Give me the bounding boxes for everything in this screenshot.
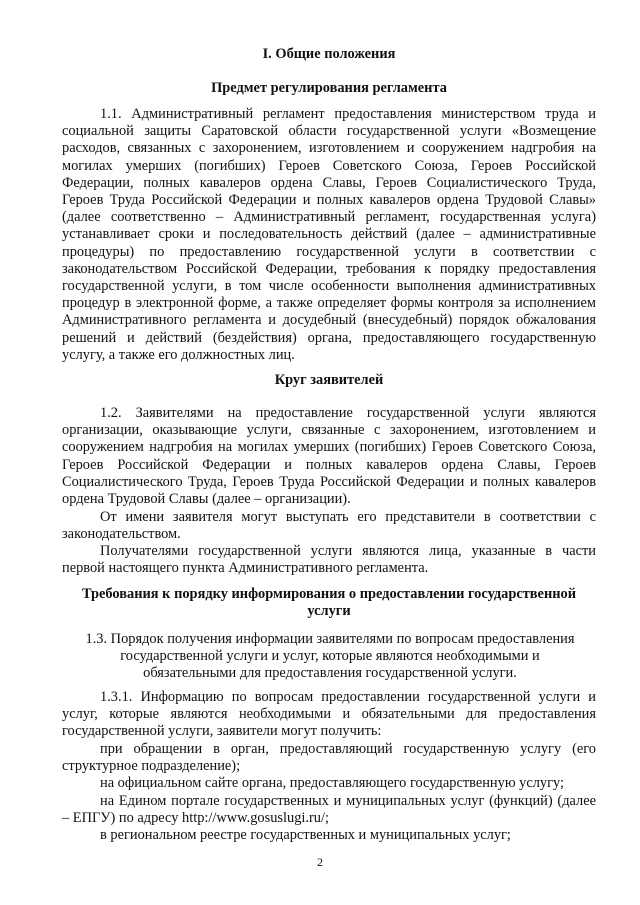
paragraph-1-2: 1.2. Заявителями на предоставление государственной услуги являются организации, оказывающие услуги, связанные с захоронением, изготовлением и сооружением надгробия на могилах умерших (погибших) Героев Советского Союза, Героев Российской Федерации и полных кавалеров ордена Славы, Героев Социалистического Труда, Героев Труда Российской Федерации и полных кавалеров ордена Трудовой Славы (далее – организации). <box>62 405 596 508</box>
informing-heading: Требования к порядку информирования о предоставлении государственной услуги <box>81 586 577 620</box>
list-item: в региональном реестре государственных и муниципальных услуг; <box>100 827 511 843</box>
section-title: I. Общие положения <box>262 46 396 62</box>
paragraph-recipients: Получателями государственной услуги являются лица, указанные в части первой настоящего пункта Административного регламента. <box>62 543 596 577</box>
paragraph-representatives: От имени заявителя могут выступать его представители в соответствии с законодательством. <box>62 509 596 543</box>
paragraph-1-3-1: 1.3.1. Информацию по вопросам предоставлении государственной услуги и услуг, которые являются необходимыми и обязательными для предоставления государственной услуги, заявители могут получить: <box>62 689 596 740</box>
list-item: при обращении в орган, предоставляющий государственную услугу (его структурное подразделение); <box>62 741 596 775</box>
subject-heading: Предмет регулирования регламента <box>211 80 447 96</box>
paragraph-1-3: 1.3. Порядок получения информации заявителями по вопросам предоставления государственной услуги и услуг, которые являются необходимыми и обязательными для предоставления государственной услуги. <box>85 631 575 682</box>
list-item: на официальном сайте органа, предоставляющего государственную услугу; <box>100 775 565 791</box>
paragraph-1-1: 1.1. Административный регламент предоставления министерством труда и социальной защиты Саратовской области государственной услуги «Возмещение расходов, связанных с захоронением, изготовлением и сооружением надгробия на могилах умерших (погибших) Героев Советского Союза, Героев Российской Федерации, полных кавалеров ордена Славы, Героев Социалистического Труда, Героев Труда Российской Федерации и полных кавалеров ордена Трудовой Славы» (далее соответственно – Административный регламент, государственная услуга) устанавливает сроки и последовательность действий (далее – административные процедуры) по предоставлению государственной услуги в соответствии с законодательством Российской Федерации, требования к порядку предоставления государственной услуги, в том числе особенности выполнения административных процедур в электронной форме, а также определяет формы контроля за исполнением Административного регламента и досудебный (внесудебный) порядок обжалования решений и действий (бездействия) органа, предоставляющего государственную услугу, а также его должностных лиц. <box>62 106 596 363</box>
page-number: 2 <box>317 855 323 869</box>
applicants-heading: Круг заявителей <box>274 372 384 388</box>
list-item: на Едином портале государственных и муниципальных услуг (функций) (далее – ЕПГУ) по адресу http://www.gosuslugi.ru/; <box>62 793 596 827</box>
